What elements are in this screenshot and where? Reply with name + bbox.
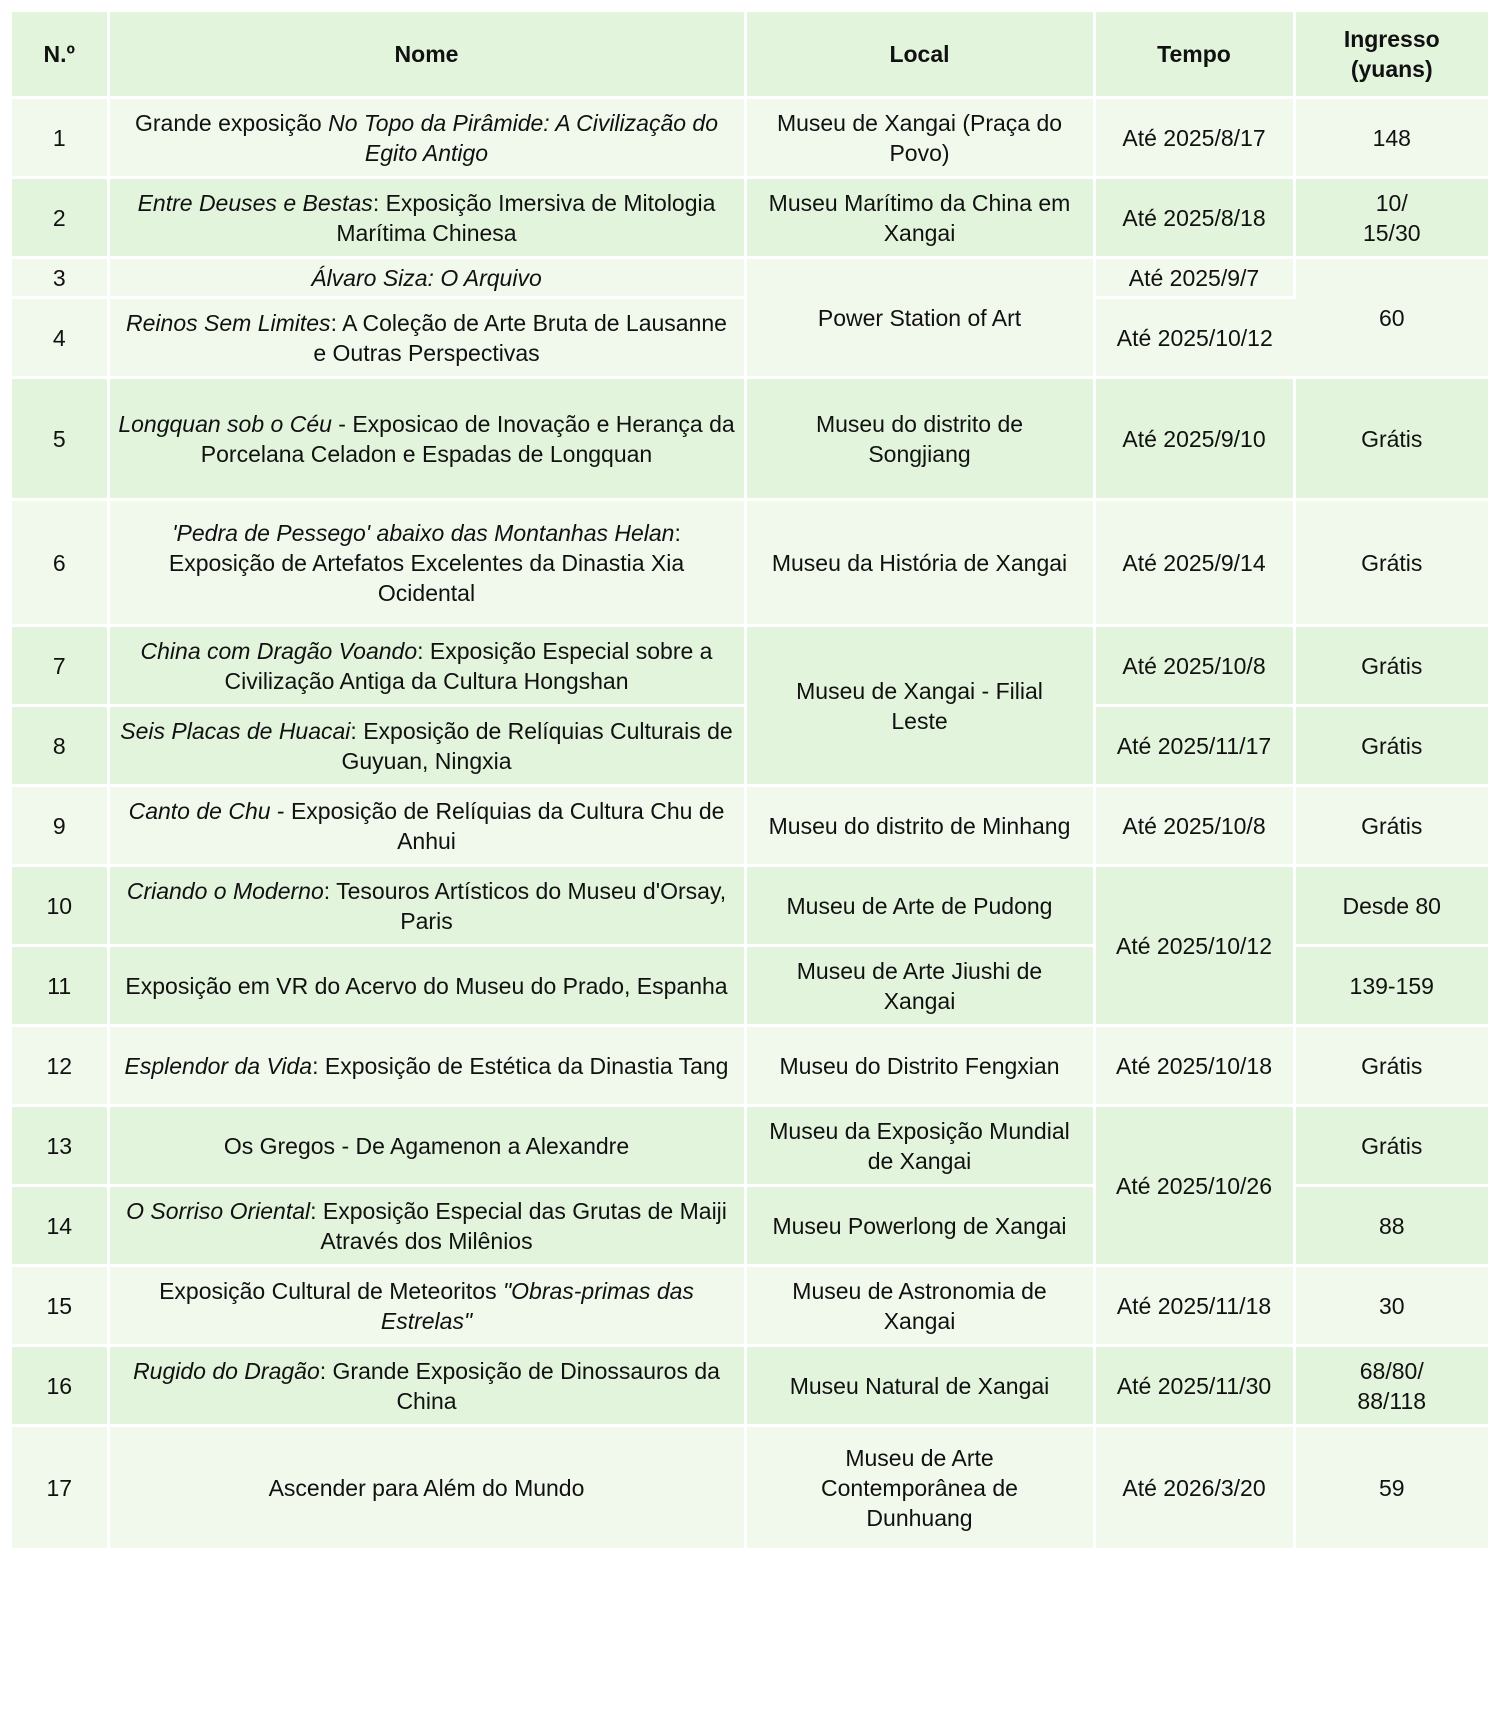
row-no: 1	[12, 98, 108, 178]
table-row	[12, 258, 1488, 298]
row-time: Até 2026/3/20	[1094, 1426, 1294, 1550]
row-time: Até 2025/11/30	[1094, 1346, 1294, 1426]
row-no: 8	[12, 706, 108, 786]
row-local: Museu da História de Xangai	[745, 500, 1094, 626]
row-local: Museu de Astronomia de Xangai	[745, 1266, 1094, 1346]
row-fee: Grátis	[1294, 786, 1488, 866]
row-no: 11	[12, 946, 108, 1026]
row-fee: Grátis	[1294, 378, 1488, 500]
row-time: Até 2025/9/7	[1094, 258, 1294, 298]
exhibitions-table	[12, 12, 1488, 1551]
row-name: Entre Deuses e Bestas: Exposição Imersiva de Mitologia Marítima Chinesa	[108, 178, 745, 258]
row-name: Seis Placas de Huacai: Exposição de Relíquias Culturais de Guyuan, Ningxia	[108, 706, 745, 786]
row-local: Museu Powerlong de Xangai	[745, 1186, 1094, 1266]
header-no: N.º	[12, 12, 108, 98]
row-time: Até 2025/10/12	[1094, 866, 1294, 1026]
row-local: Museu do distrito de Songjiang	[745, 378, 1094, 500]
row-local: Museu de Xangai - Filial Leste	[745, 626, 1094, 786]
table-row	[12, 786, 1488, 866]
row-fee: Grátis	[1294, 1106, 1488, 1186]
header-fee-line1: Ingresso	[1343, 26, 1440, 52]
row-fee: 10/ 15/30	[1294, 178, 1488, 258]
row-time: Até 2025/10/8	[1094, 626, 1294, 706]
row-fee: Grátis	[1294, 500, 1488, 626]
row-local: Museu de Arte Jiushi de Xangai	[745, 946, 1094, 1026]
row-no: 15	[12, 1266, 108, 1346]
row-no: 10	[12, 866, 108, 946]
row-no: 7	[12, 626, 108, 706]
row-time: Até 2025/9/14	[1094, 500, 1294, 626]
row-no: 9	[12, 786, 108, 866]
row-fee: 139-159	[1294, 946, 1488, 1026]
row-no: 16	[12, 1346, 108, 1426]
header-local: Local	[745, 12, 1094, 98]
row-fee: 68/80/ 88/118	[1294, 1346, 1488, 1426]
row-fee: Desde 80	[1294, 866, 1488, 946]
row-time: Até 2025/10/8	[1094, 786, 1294, 866]
row-local: Museu do Distrito Fengxian	[745, 1026, 1094, 1106]
row-time: Até 2025/10/18	[1094, 1026, 1294, 1106]
row-name: Reinos Sem Limites: A Coleção de Arte Bruta de Lausanne e Outras Perspectivas	[108, 298, 745, 378]
row-name: Ascender para Além do Mundo	[108, 1426, 745, 1550]
row-no: 13	[12, 1106, 108, 1186]
table-row	[12, 866, 1488, 946]
row-local: Museu Marítimo da China em Xangai	[745, 178, 1094, 258]
row-time: Até 2025/10/12	[1094, 298, 1294, 378]
row-local: Museu da Exposição Mundial de Xangai	[745, 1106, 1094, 1186]
row-time: Até 2025/10/26	[1094, 1106, 1294, 1266]
row-local: Museu do distrito de Minhang	[745, 786, 1094, 866]
row-name: O Sorriso Oriental: Exposição Especial das Grutas de Maiji Através dos Milênios	[108, 1186, 745, 1266]
table-row	[12, 98, 1488, 178]
table-row	[12, 1346, 1488, 1426]
header-row	[12, 12, 1488, 98]
row-fee: 30	[1294, 1266, 1488, 1346]
row-time: Até 2025/11/18	[1094, 1266, 1294, 1346]
row-no: 6	[12, 500, 108, 626]
row-name: Longquan sob o Céu - Exposicao de Inovação e Herança da Porcelana Celadon e Espadas de Longquan	[108, 378, 745, 500]
row-fee: 88	[1294, 1186, 1488, 1266]
table-row	[12, 1026, 1488, 1106]
row-no: 5	[12, 378, 108, 500]
row-name: Esplendor da Vida: Exposição de Estética da Dinastia Tang	[108, 1026, 745, 1106]
row-time: Até 2025/8/17	[1094, 98, 1294, 178]
table-row	[12, 1426, 1488, 1550]
row-fee: 148	[1294, 98, 1488, 178]
row-name: Criando o Moderno: Tesouros Artísticos do Museu d'Orsay, Paris	[108, 866, 745, 946]
row-name: Rugido do Dragão: Grande Exposição de Dinossauros da China	[108, 1346, 745, 1426]
row-time: Até 2025/8/18	[1094, 178, 1294, 258]
row-fee: Grátis	[1294, 626, 1488, 706]
row-no: 14	[12, 1186, 108, 1266]
table-row	[12, 626, 1488, 706]
header-fee-line2: (yuans)	[1350, 56, 1433, 82]
row-local: Museu de Xangai (Praça do Povo)	[745, 98, 1094, 178]
row-local: Museu Natural de Xangai	[745, 1346, 1094, 1426]
row-name: Os Gregos - De Agamenon a Alexandre	[108, 1106, 745, 1186]
row-name: China com Dragão Voando: Exposição Especial sobre a Civilização Antiga da Cultura Hongshan	[108, 626, 745, 706]
table-row	[12, 1106, 1488, 1186]
row-name: 'Pedra de Pessego' abaixo das Montanhas Helan: Exposição de Artefatos Excelentes da Dinastia Xia Ocidental	[108, 500, 745, 626]
row-time: Até 2025/11/17	[1094, 706, 1294, 786]
row-no: 3	[12, 258, 108, 298]
header-time: Tempo	[1094, 12, 1294, 98]
row-fee: Grátis	[1294, 1026, 1488, 1106]
row-local: Power Station of Art	[745, 258, 1094, 378]
row-name: Grande exposição No Topo da Pirâmide: A Civilização do Egito Antigo	[108, 98, 745, 178]
row-fee: 59	[1294, 1426, 1488, 1550]
row-fee: Grátis	[1294, 706, 1488, 786]
table-row	[12, 500, 1488, 626]
row-no: 2	[12, 178, 108, 258]
row-no: 4	[12, 298, 108, 378]
row-no: 17	[12, 1426, 108, 1550]
row-name: Álvaro Siza: O Arquivo	[108, 258, 745, 298]
row-name: Exposição em VR do Acervo do Museu do Prado, Espanha	[108, 946, 745, 1026]
row-name: Exposição Cultural de Meteoritos "Obras-primas das Estrelas"	[108, 1266, 745, 1346]
table-row	[12, 178, 1488, 258]
table-row	[12, 378, 1488, 500]
header-name: Nome	[108, 12, 745, 98]
row-name: Canto de Chu - Exposição de Relíquias da Cultura Chu de Anhui	[108, 786, 745, 866]
header-fee	[1294, 12, 1488, 98]
row-time: Até 2025/9/10	[1094, 378, 1294, 500]
row-local: Museu de Arte Contemporânea de Dunhuang	[745, 1426, 1094, 1550]
row-fee: 60	[1294, 258, 1488, 378]
row-no: 12	[12, 1026, 108, 1106]
table-row	[12, 1266, 1488, 1346]
row-local: Museu de Arte de Pudong	[745, 866, 1094, 946]
